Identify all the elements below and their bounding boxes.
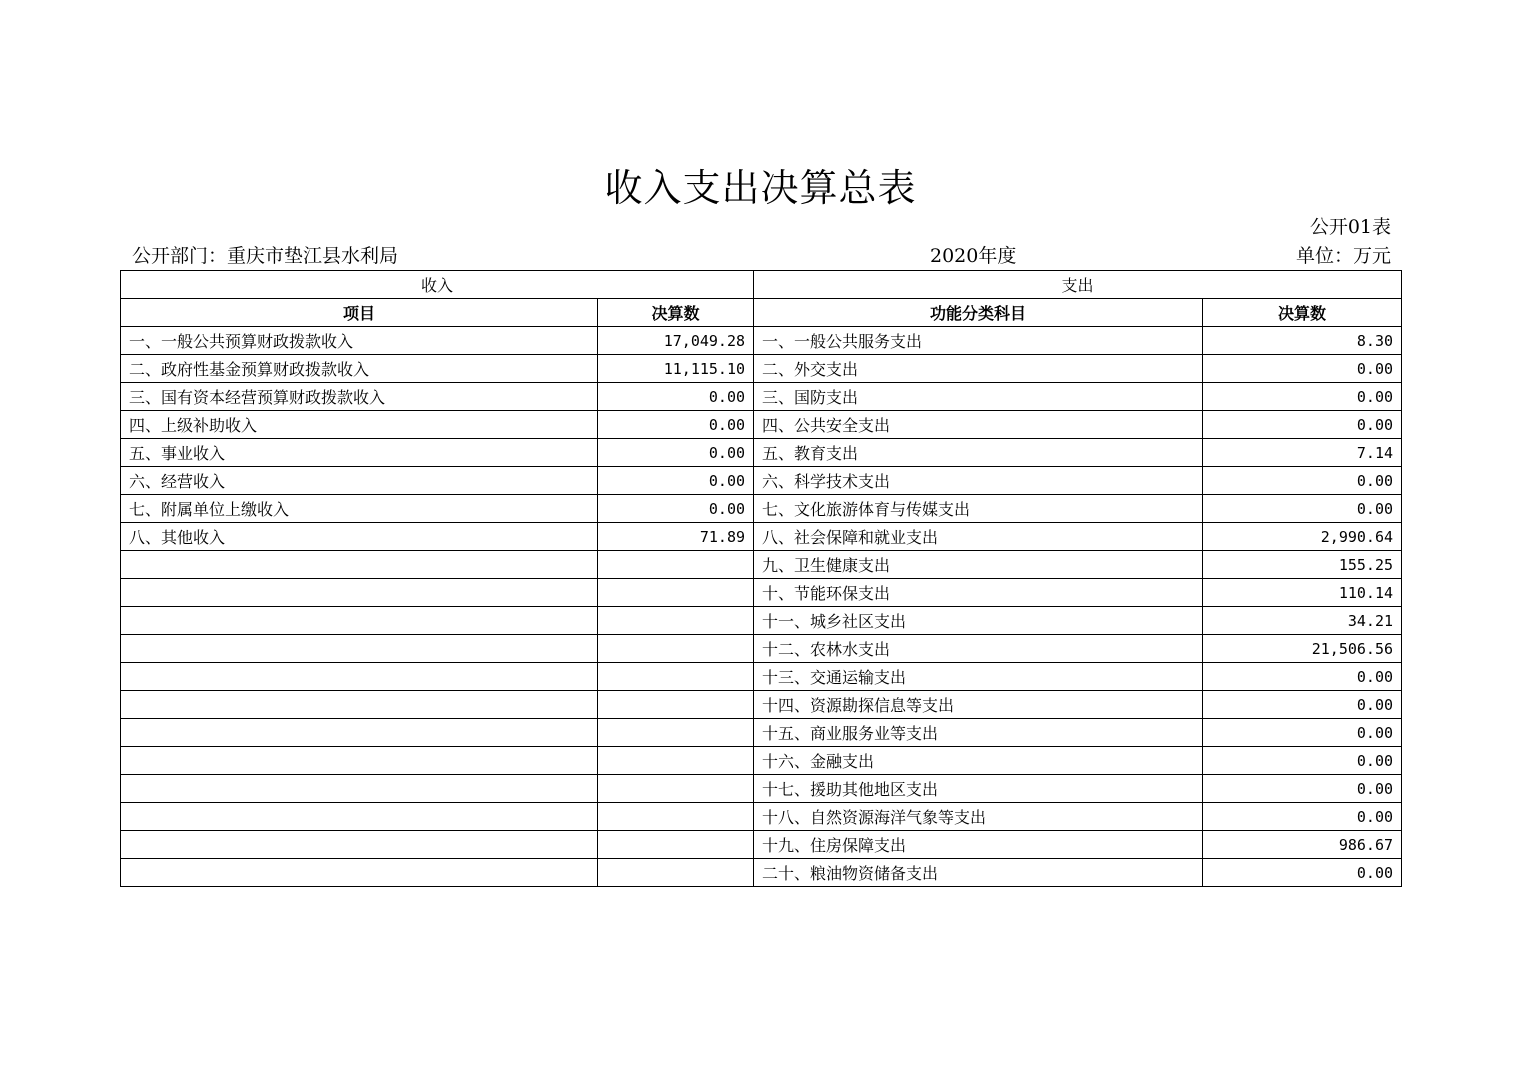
income-item-cell: 七、附属单位上缴收入 bbox=[121, 495, 598, 523]
income-section-header: 收入 bbox=[121, 271, 754, 299]
income-amount-cell bbox=[598, 635, 754, 663]
income-item-cell bbox=[121, 635, 598, 663]
expense-amount-column-header: 决算数 bbox=[1203, 299, 1402, 327]
table-row bbox=[121, 831, 1402, 859]
expense-item-cell: 六、科学技术支出 bbox=[754, 467, 1203, 495]
meta-row bbox=[130, 243, 1391, 269]
income-item-cell: 八、其他收入 bbox=[121, 523, 598, 551]
fiscal-year-label: 2020年度 bbox=[930, 245, 1017, 267]
expense-amount-cell: 986.67 bbox=[1203, 831, 1402, 859]
expense-amount-cell: 0.00 bbox=[1203, 411, 1402, 439]
income-amount-cell bbox=[598, 551, 754, 579]
table-row bbox=[121, 747, 1402, 775]
table-row bbox=[121, 551, 1402, 579]
income-item-cell: 一、一般公共预算财政拨款收入 bbox=[121, 327, 598, 355]
expense-item-cell: 五、教育支出 bbox=[754, 439, 1203, 467]
table-row bbox=[121, 411, 1402, 439]
income-amount-cell bbox=[598, 663, 754, 691]
expense-amount-cell: 0.00 bbox=[1203, 859, 1402, 887]
table-row bbox=[121, 467, 1402, 495]
income-amount-cell: 0.00 bbox=[598, 411, 754, 439]
expense-item-cell: 十五、商业服务业等支出 bbox=[754, 719, 1203, 747]
table-row bbox=[121, 439, 1402, 467]
column-header-row bbox=[121, 299, 1402, 327]
unit-label: 单位：万元 bbox=[1295, 245, 1391, 267]
expense-item-cell: 十二、农林水支出 bbox=[754, 635, 1203, 663]
income-item-column-header: 项目 bbox=[121, 299, 598, 327]
expense-amount-cell: 8.30 bbox=[1203, 327, 1402, 355]
expense-amount-cell: 0.00 bbox=[1203, 355, 1402, 383]
expense-amount-cell: 0.00 bbox=[1203, 495, 1402, 523]
income-amount-cell bbox=[598, 859, 754, 887]
table-row bbox=[121, 355, 1402, 383]
table-row bbox=[121, 635, 1402, 663]
table-row bbox=[121, 383, 1402, 411]
income-item-cell bbox=[121, 747, 598, 775]
expense-item-cell: 十三、交通运输支出 bbox=[754, 663, 1203, 691]
expense-amount-cell: 0.00 bbox=[1203, 383, 1402, 411]
income-amount-column-header: 决算数 bbox=[598, 299, 754, 327]
income-item-cell bbox=[121, 831, 598, 859]
expense-item-cell: 十一、城乡社区支出 bbox=[754, 607, 1203, 635]
table-row bbox=[121, 803, 1402, 831]
table-row bbox=[121, 579, 1402, 607]
table-row bbox=[121, 663, 1402, 691]
income-item-cell: 三、国有资本经营预算财政拨款收入 bbox=[121, 383, 598, 411]
income-item-cell bbox=[121, 775, 598, 803]
expense-item-cell: 十、节能环保支出 bbox=[754, 579, 1203, 607]
income-item-cell bbox=[121, 859, 598, 887]
table-row bbox=[121, 607, 1402, 635]
income-amount-cell: 17,049.28 bbox=[598, 327, 754, 355]
expense-amount-cell: 7.14 bbox=[1203, 439, 1402, 467]
section-header-row bbox=[121, 271, 1402, 299]
department-label: 公开部门：重庆市垫江县水利局 bbox=[132, 245, 399, 267]
income-item-cell: 四、上级补助收入 bbox=[121, 411, 598, 439]
income-amount-cell bbox=[598, 747, 754, 775]
expense-item-cell: 十六、金融支出 bbox=[754, 747, 1203, 775]
table-row bbox=[121, 859, 1402, 887]
expense-amount-cell: 0.00 bbox=[1203, 467, 1402, 495]
income-item-cell bbox=[121, 719, 598, 747]
expense-item-cell: 九、卫生健康支出 bbox=[754, 551, 1203, 579]
expense-item-cell: 一、一般公共服务支出 bbox=[754, 327, 1203, 355]
table-row bbox=[121, 495, 1402, 523]
expense-item-column-header: 功能分类科目 bbox=[754, 299, 1203, 327]
income-item-cell bbox=[121, 803, 598, 831]
income-item-cell: 二、政府性基金预算财政拨款收入 bbox=[121, 355, 598, 383]
form-number: 公开01表 bbox=[1309, 216, 1391, 238]
income-item-cell bbox=[121, 691, 598, 719]
table-row bbox=[121, 775, 1402, 803]
expense-item-cell: 十九、住房保障支出 bbox=[754, 831, 1203, 859]
table-row bbox=[121, 691, 1402, 719]
income-amount-cell bbox=[598, 607, 754, 635]
expense-item-cell: 十七、援助其他地区支出 bbox=[754, 775, 1203, 803]
income-amount-cell: 0.00 bbox=[598, 467, 754, 495]
table-row bbox=[121, 523, 1402, 551]
income-amount-cell: 0.00 bbox=[598, 495, 754, 523]
income-amount-cell: 71.89 bbox=[598, 523, 754, 551]
table-row bbox=[121, 719, 1402, 747]
income-amount-cell bbox=[598, 579, 754, 607]
table-row bbox=[121, 327, 1402, 355]
income-item-cell bbox=[121, 551, 598, 579]
income-amount-cell: 0.00 bbox=[598, 439, 754, 467]
income-amount-cell bbox=[598, 691, 754, 719]
income-item-cell bbox=[121, 607, 598, 635]
expense-item-cell: 十四、资源勘探信息等支出 bbox=[754, 691, 1203, 719]
income-amount-cell bbox=[598, 775, 754, 803]
expense-item-cell: 二十、粮油物资储备支出 bbox=[754, 859, 1203, 887]
expense-section-header: 支出 bbox=[754, 271, 1402, 299]
expense-amount-cell: 110.14 bbox=[1203, 579, 1402, 607]
expense-amount-cell: 0.00 bbox=[1203, 663, 1402, 691]
expense-amount-cell: 155.25 bbox=[1203, 551, 1402, 579]
page-title: 收入支出决算总表 bbox=[604, 166, 917, 210]
table-body bbox=[121, 327, 1402, 887]
expense-amount-cell: 21,506.56 bbox=[1203, 635, 1402, 663]
income-expense-table bbox=[120, 270, 1402, 887]
expense-amount-cell: 0.00 bbox=[1203, 747, 1402, 775]
expense-item-cell: 十八、自然资源海洋气象等支出 bbox=[754, 803, 1203, 831]
income-item-cell: 五、事业收入 bbox=[121, 439, 598, 467]
expense-amount-cell: 34.21 bbox=[1203, 607, 1402, 635]
expense-amount-cell: 0.00 bbox=[1203, 719, 1402, 747]
expense-item-cell: 四、公共安全支出 bbox=[754, 411, 1203, 439]
expense-item-cell: 八、社会保障和就业支出 bbox=[754, 523, 1203, 551]
expense-amount-cell: 0.00 bbox=[1203, 775, 1402, 803]
income-item-cell: 六、经营收入 bbox=[121, 467, 598, 495]
expense-amount-cell: 0.00 bbox=[1203, 691, 1402, 719]
expense-item-cell: 三、国防支出 bbox=[754, 383, 1203, 411]
expense-amount-cell: 2,990.64 bbox=[1203, 523, 1402, 551]
expense-item-cell: 七、文化旅游体育与传媒支出 bbox=[754, 495, 1203, 523]
income-amount-cell bbox=[598, 803, 754, 831]
income-amount-cell: 11,115.10 bbox=[598, 355, 754, 383]
income-amount-cell: 0.00 bbox=[598, 383, 754, 411]
income-item-cell bbox=[121, 579, 598, 607]
expense-item-cell: 二、外交支出 bbox=[754, 355, 1203, 383]
income-amount-cell bbox=[598, 831, 754, 859]
expense-amount-cell: 0.00 bbox=[1203, 803, 1402, 831]
income-amount-cell bbox=[598, 719, 754, 747]
income-item-cell bbox=[121, 663, 598, 691]
